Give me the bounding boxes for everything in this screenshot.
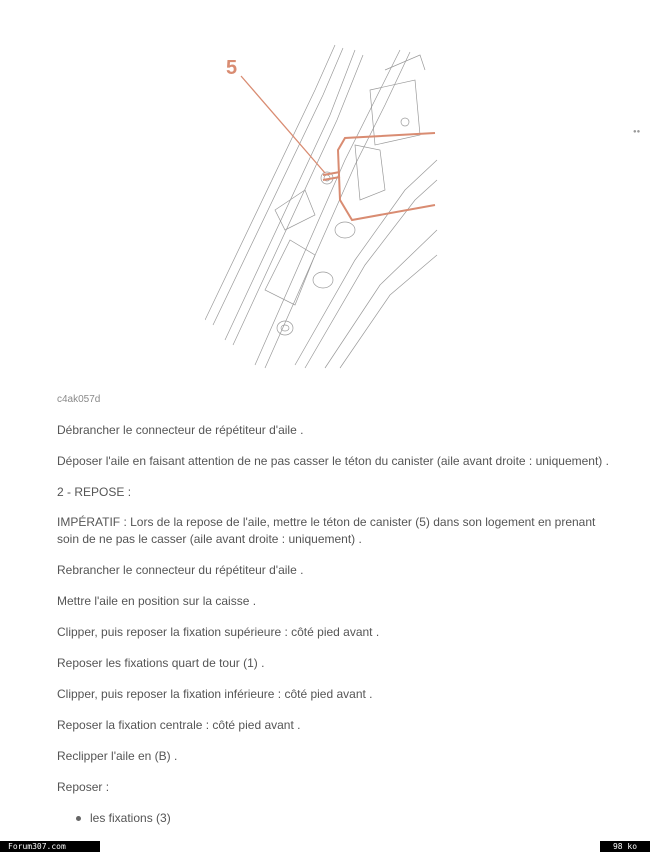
paragraph-12: Reposer :	[57, 780, 110, 794]
bullet-icon	[76, 816, 81, 821]
section-heading-repose: 2 - REPOSE :	[57, 485, 132, 499]
list-item-label: les fixations (3)	[90, 811, 171, 825]
footer-site-label: Forum307.com	[0, 841, 100, 852]
paragraph-8: Reposer les fixations quart de tour (1) .	[57, 656, 265, 670]
paragraph-6: Mettre l'aile en position sur la caisse .	[57, 594, 257, 608]
paragraph-1: Débrancher le connecteur de répétiteur d'aile .	[57, 423, 304, 437]
paragraph-imperatif: IMPÉRATIF : Lors de la repose de l'aile, mettre le téton de canister (5) dans son logement en prenant soin de ne pas le casser (aile avant droite : uniquement) .	[57, 515, 596, 546]
figure-caption: c4ak057d	[57, 394, 101, 405]
paragraph-10: Reposer la fixation centrale : côté pied avant .	[57, 718, 301, 732]
paragraph-7: Clipper, puis reposer la fixation supérieure : côté pied avant .	[57, 625, 380, 639]
paragraph-11: Reclipper l'aile en (B) .	[57, 749, 178, 763]
list-item	[76, 811, 171, 825]
technical-drawing	[205, 40, 440, 370]
callout-number: 5	[226, 57, 238, 79]
paragraph-9: Clipper, puis reposer la fixation inférieure : côté pied avant .	[57, 687, 373, 701]
scan-speck: ●●	[633, 129, 641, 135]
paragraph-2: Déposer l'aile en faisant attention de ne pas casser le téton du canister (aile avant droite : uniquement) .	[57, 454, 609, 468]
paragraph-5: Rebrancher le connecteur du répétiteur d'aile .	[57, 563, 304, 577]
footer-size-label: 98 ko	[600, 841, 650, 852]
